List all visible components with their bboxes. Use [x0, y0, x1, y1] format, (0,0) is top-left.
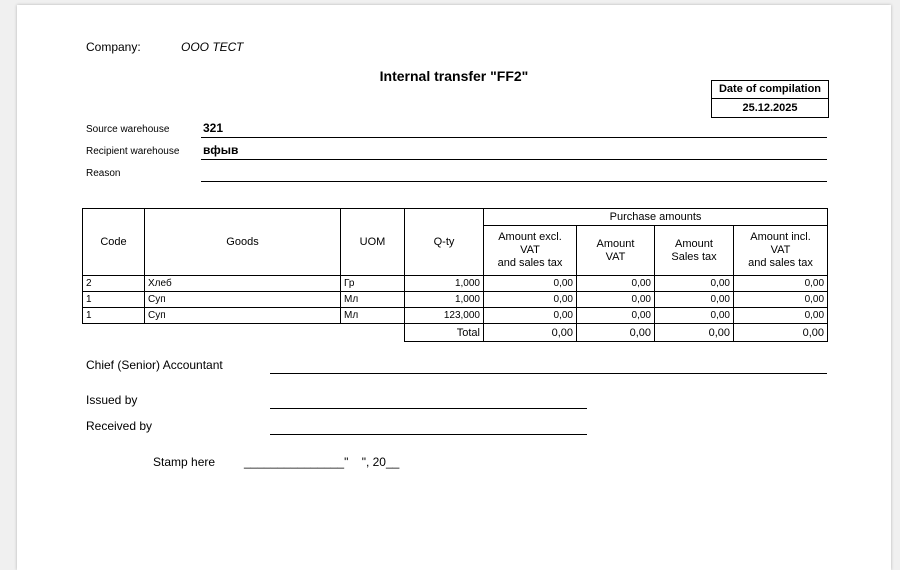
cell-code: 2 — [83, 276, 145, 292]
cell-amount-incl: 0,00 — [734, 308, 828, 324]
stamp-date-blank: _______________" ", 20__ — [244, 455, 400, 469]
goods-table — [82, 208, 828, 342]
cell-code: 1 — [83, 292, 145, 308]
cell-goods: Суп — [145, 292, 341, 308]
source-warehouse-value: 321 — [203, 121, 224, 135]
cell-amount-incl: 0,00 — [734, 292, 828, 308]
col-header-amount-incl: Amount incl. VAT and sales tax — [734, 226, 828, 276]
cell-goods: Суп — [145, 308, 341, 324]
cell-qty: 1,000 — [405, 276, 484, 292]
col-header-goods: Goods — [145, 209, 341, 276]
date-value: 25.12.2025 — [742, 102, 798, 114]
recipient-warehouse-value: вфыв — [203, 143, 239, 157]
col-header-qty: Q-ty — [405, 209, 484, 276]
cell-amount-excl: 0,00 — [484, 308, 577, 324]
cell-amount-excl: 0,00 — [484, 292, 577, 308]
table-row — [83, 292, 828, 308]
cell-uom: Мл — [341, 308, 405, 324]
recipient-warehouse-label: Recipient warehouse — [86, 146, 180, 157]
cell-amount-vat: 0,00 — [577, 292, 655, 308]
reason-line — [201, 181, 827, 182]
total-row — [83, 324, 828, 342]
total-amount-sales-tax: 0,00 — [655, 324, 734, 342]
source-warehouse-line — [201, 137, 827, 138]
cell-amount-excl: 0,00 — [484, 276, 577, 292]
source-warehouse-label: Source warehouse — [86, 124, 170, 135]
issued-by-line — [270, 408, 587, 409]
total-amount-incl: 0,00 — [734, 324, 828, 342]
cell-amount-vat: 0,00 — [577, 276, 655, 292]
table-row — [83, 276, 828, 292]
issued-by-label: Issued by — [86, 393, 138, 407]
cell-qty: 123,000 — [405, 308, 484, 324]
cell-amount-incl: 0,00 — [734, 276, 828, 292]
document-page — [17, 5, 891, 570]
stamp-label: Stamp here — [153, 455, 216, 469]
chief-accountant-label: Chief (Senior) Accountant — [86, 358, 223, 372]
cell-qty: 1,000 — [405, 292, 484, 308]
date-of-compilation-box — [711, 80, 829, 118]
col-header-amount-excl: Amount excl. VAT and sales tax — [484, 226, 577, 276]
cell-amount-sales-tax: 0,00 — [655, 292, 734, 308]
received-by-label: Received by — [86, 419, 153, 433]
reason-label: Reason — [86, 168, 121, 179]
recipient-warehouse-line — [201, 159, 827, 160]
cell-uom: Гр — [341, 276, 405, 292]
col-header-purchase-amounts: Purchase amounts — [484, 209, 828, 226]
total-label: Total — [405, 324, 484, 342]
col-header-amount-vat: Amount VAT — [577, 226, 655, 276]
total-amount-vat: 0,00 — [577, 324, 655, 342]
cell-amount-vat: 0,00 — [577, 308, 655, 324]
col-header-uom: UOM — [341, 209, 405, 276]
cell-code: 1 — [83, 308, 145, 324]
cell-goods: Хлеб — [145, 276, 341, 292]
table-row — [83, 308, 828, 324]
cell-uom: Мл — [341, 292, 405, 308]
chief-accountant-line — [270, 373, 827, 374]
cell-amount-sales-tax: 0,00 — [655, 308, 734, 324]
document-title: Internal transfer "FF2" — [379, 68, 529, 84]
date-caption: Date of compilation — [712, 81, 828, 99]
total-amount-excl: 0,00 — [484, 324, 577, 342]
company-name: ООО ТЕСТ — [181, 40, 244, 54]
col-header-code: Code — [83, 209, 145, 276]
cell-amount-sales-tax: 0,00 — [655, 276, 734, 292]
received-by-line — [270, 434, 587, 435]
company-label: Company: — [86, 40, 141, 54]
col-header-amount-sales-tax: Amount Sales tax — [655, 226, 734, 276]
